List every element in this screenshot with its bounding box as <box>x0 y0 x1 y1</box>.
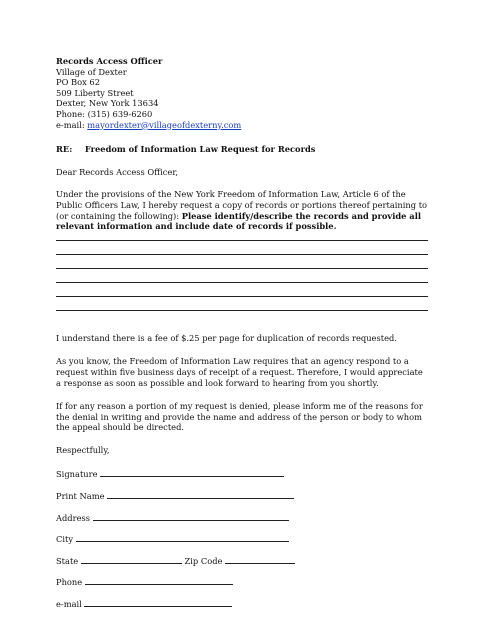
email-field-label: e-mail <box>56 599 82 610</box>
request-paragraph <box>56 189 428 231</box>
description-line <box>56 282 428 296</box>
print-name-label: Print Name <box>56 491 105 502</box>
fee-paragraph: I understand there is a fee of $.25 per page for duplication of records requested. <box>56 332 397 343</box>
print-name-blank[interactable] <box>107 490 294 499</box>
phone-label: Phone <box>56 577 83 588</box>
signature-label: Signature <box>56 469 98 480</box>
signature-fields <box>56 468 428 609</box>
recipient-org: Village of Dexter <box>56 66 127 77</box>
recipient-po-box: PO Box 62 <box>56 77 100 88</box>
subject-text: Freedom of Information Law Request for Records <box>84 144 316 155</box>
signature-field <box>56 468 428 480</box>
email-field <box>56 598 428 610</box>
salutation: Dear Records Access Officer, <box>56 166 179 177</box>
description-line <box>56 254 428 268</box>
description-line <box>56 268 428 282</box>
email-link[interactable]: mayordexter@villageofdexterny.com <box>87 119 242 130</box>
city-field <box>56 533 428 545</box>
description-line <box>56 240 428 254</box>
foil-request-form <box>56 56 428 610</box>
timing-paragraph: As you know, the Freedom of Information Law requires that an agency respond to a request within five business days of receipt of a request. Therefore, I would appreciate a response as soon as possible and look forward to hearing from you shortly. <box>56 356 423 388</box>
request-intro: Under the provisions of the New York Freedom of Information Law, Article 6 of the Public Officers Law, I hereby request a copy of records or portions thereof pertaining to (or containing the following): <box>56 189 428 221</box>
zip-label: Zip Code <box>184 555 223 566</box>
state-zip-field <box>56 555 428 567</box>
recipient-phone: Phone: (315) 639-6260 <box>56 108 153 119</box>
state-label: State <box>56 555 79 566</box>
re-label: RE: <box>56 144 73 155</box>
zip-blank[interactable] <box>225 555 295 564</box>
phone-blank[interactable] <box>85 576 233 585</box>
address-blank[interactable] <box>93 512 289 521</box>
email-label: e-mail: <box>56 119 88 130</box>
print-name-field <box>56 490 428 502</box>
records-description-area[interactable] <box>56 240 428 324</box>
signature-blank[interactable] <box>100 468 284 477</box>
description-line <box>56 310 428 324</box>
recipient-city-state-zip: Dexter, New York 13634 <box>56 98 159 109</box>
recipient-email-line <box>56 120 428 131</box>
phone-field <box>56 576 428 588</box>
state-blank[interactable] <box>81 555 182 564</box>
denial-paragraph: If for any reason a portion of my request is denied, please inform me of the reasons for the denial in writing and provide the name and address of the person or body to whom the appeal should be directed. <box>56 401 423 433</box>
city-label: City <box>56 534 74 545</box>
address-field <box>56 512 428 524</box>
email-blank[interactable] <box>84 598 232 607</box>
closing: Respectfully, <box>56 444 110 455</box>
address-label: Address <box>56 512 91 523</box>
recipient-street: 509 Liberty Street <box>56 87 134 98</box>
description-line <box>56 296 428 310</box>
subject-line <box>56 144 428 155</box>
recipient-title: Records Access Officer <box>56 56 163 66</box>
city-blank[interactable] <box>76 533 289 542</box>
recipient-address-block <box>56 56 428 130</box>
request-instructions: Please identify/describe the records and provide all relevant information and include date of records if possible. <box>56 210 421 232</box>
